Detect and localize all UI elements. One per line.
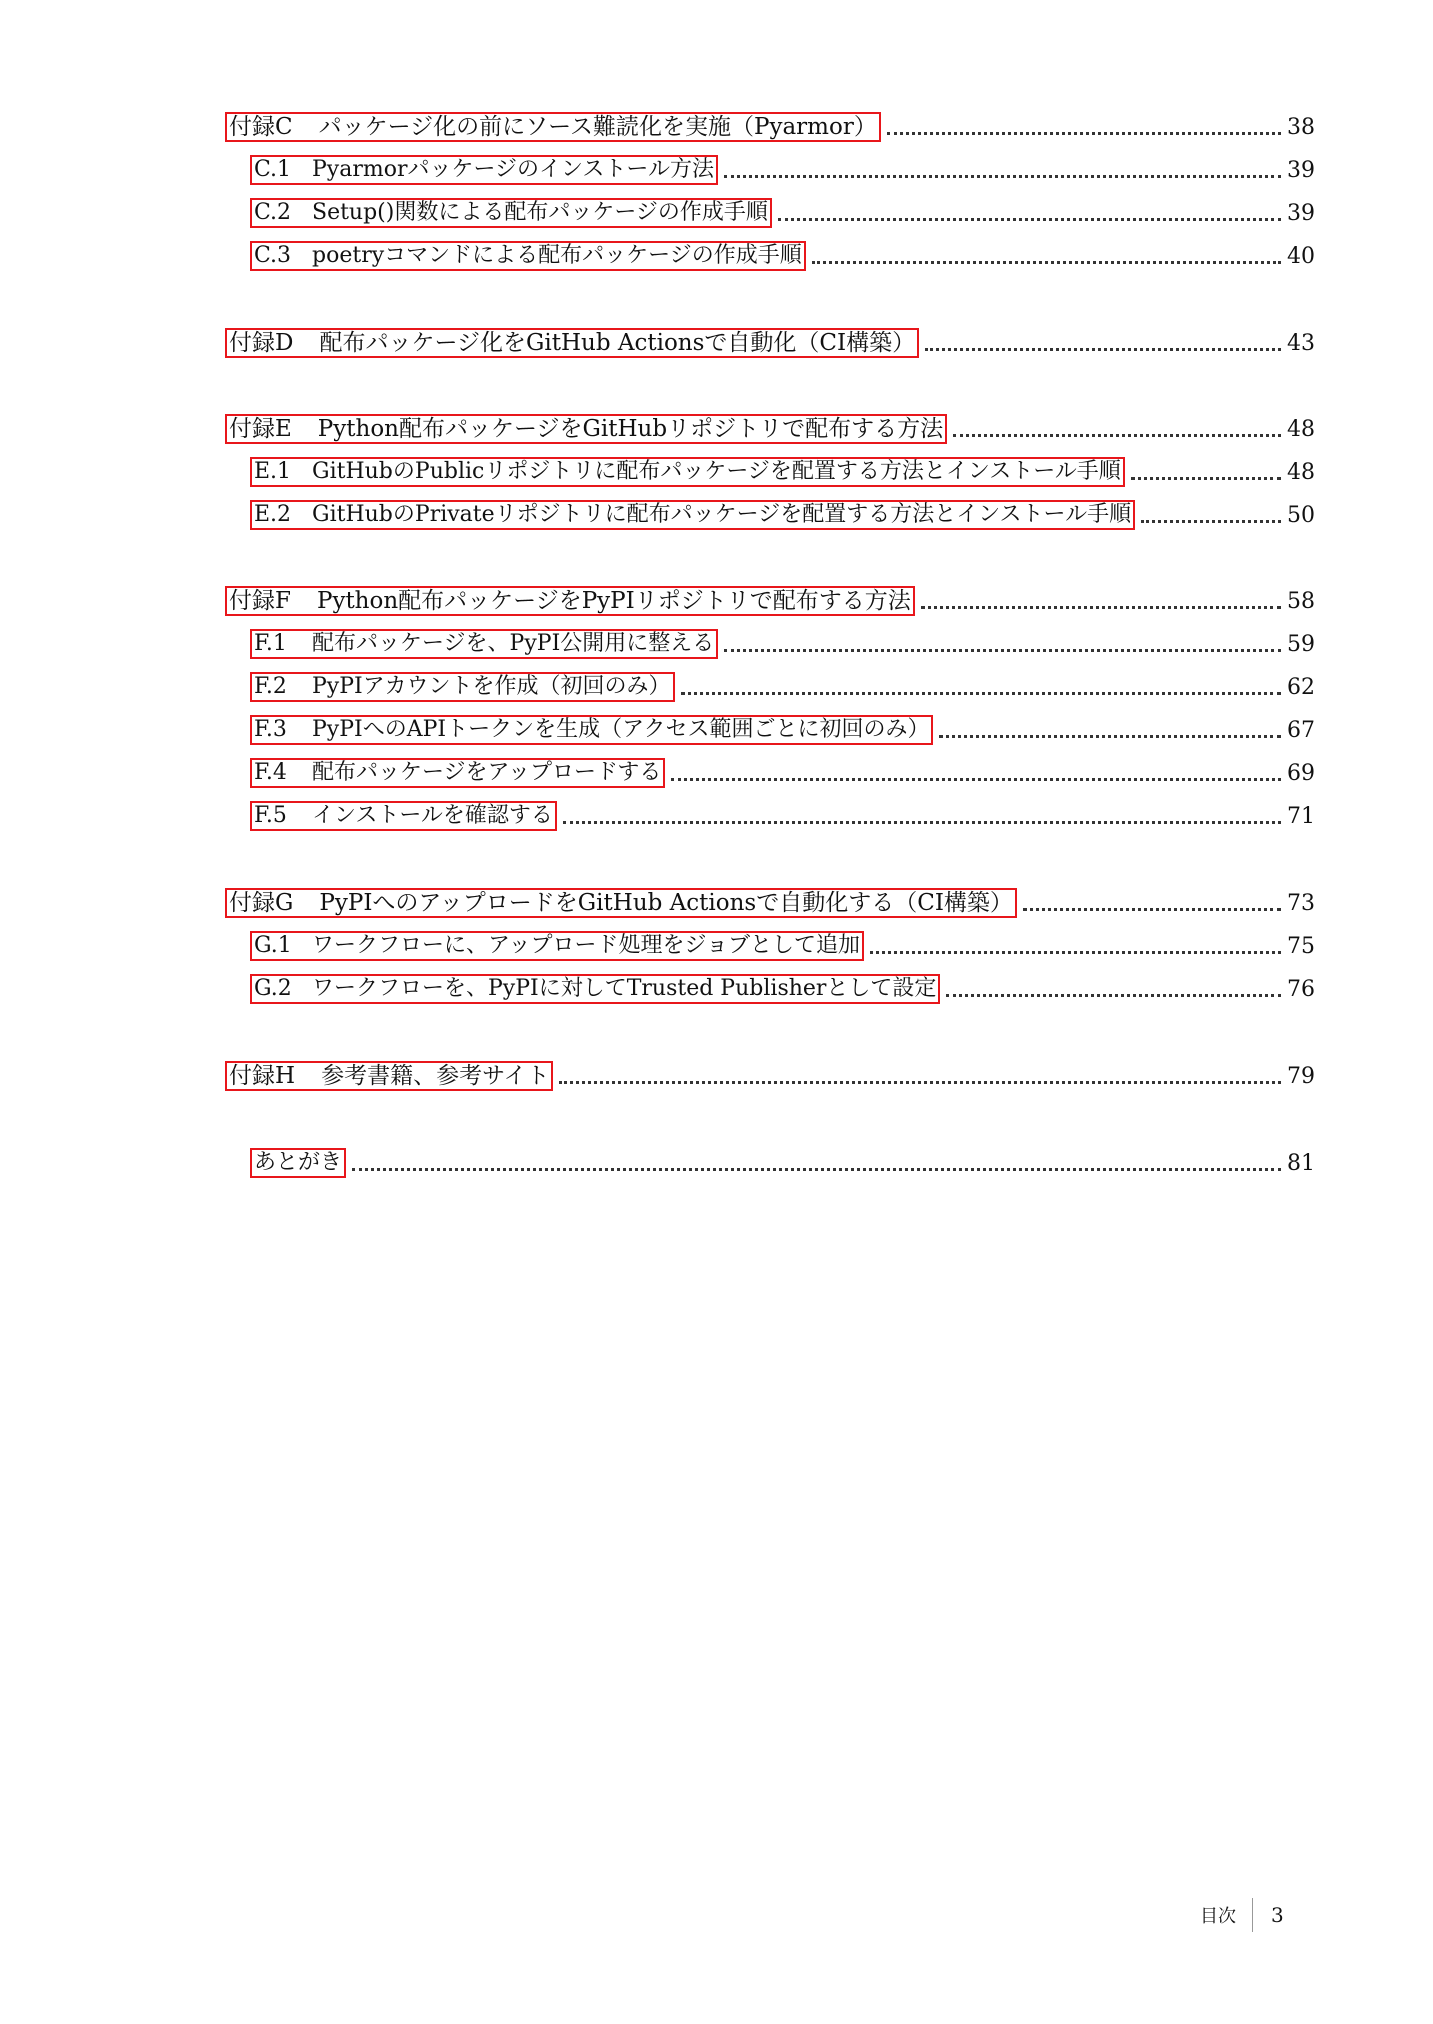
toc-entry-g1[interactable]: [250, 931, 1315, 961]
toc-entry-text: 配布パッケージをアップロードする: [312, 760, 662, 785]
toc-entry-page: 71: [1287, 804, 1315, 829]
toc-entry-page: 38: [1287, 115, 1315, 140]
dot-leader: [925, 348, 1281, 351]
toc-entry-text: Python配布パッケージをGitHubリポジトリで配布する方法: [317, 416, 944, 442]
toc-entry-page: 75: [1287, 934, 1315, 959]
toc-entry-text: 配布パッケージを、PyPI公開用に整える: [312, 631, 715, 656]
toc-entry-text: PyPIへのAPIトークンを生成（アクセス範囲ごとに初回のみ）: [312, 717, 930, 742]
toc-entry-c1[interactable]: [250, 155, 1315, 185]
toc-entry-text: 配布パッケージ化をGitHub Actionsで自動化（CI構築）: [319, 330, 916, 356]
toc-entry-page: 79: [1287, 1064, 1315, 1089]
toc-entry-number: C.1: [254, 157, 292, 182]
dot-leader: [778, 218, 1281, 221]
toc-entry-number: C.2: [254, 200, 292, 225]
toc-entry-text: GitHubのPublicリポジトリに配布パッケージを配置する方法とインストール手順: [312, 459, 1121, 484]
toc-entry-text: Python配布パッケージをPyPIリポジトリで配布する方法: [316, 588, 911, 614]
toc-entry-appendix-e[interactable]: [225, 414, 1315, 444]
toc-entry-text: Pyarmorパッケージのインストール方法: [312, 157, 714, 182]
toc-entry-g2[interactable]: [250, 974, 1315, 1004]
toc-entry-number: 付録F: [229, 588, 291, 614]
toc-entry-title[interactable]: [225, 112, 881, 142]
dot-leader: [563, 821, 1281, 824]
footer-section-label: 目次: [1200, 1906, 1236, 1927]
toc-entry-title[interactable]: [250, 931, 864, 961]
toc-entry-number: 付録C: [229, 114, 293, 140]
toc-entry-number: 付録H: [229, 1063, 296, 1089]
toc-entry-title[interactable]: [250, 155, 718, 185]
dot-leader: [1023, 908, 1281, 911]
toc-entry-text: GitHubのPrivateリポジトリに配布パッケージを配置する方法とインストール手順: [312, 502, 1132, 527]
toc-entry-title[interactable]: [225, 888, 1017, 918]
toc-entry-number: E.2: [254, 502, 292, 527]
toc-entry-appendix-g[interactable]: [225, 888, 1315, 918]
toc-entry-title[interactable]: [250, 758, 665, 788]
toc-entry-title[interactable]: [250, 629, 718, 659]
toc-entry-c3[interactable]: [250, 241, 1315, 271]
toc-entry-number: 付録E: [229, 416, 292, 442]
toc-entry-text: poetryコマンドによる配布パッケージの作成手順: [312, 243, 802, 268]
toc-entry-title[interactable]: [225, 328, 919, 358]
toc-entry-number: F.4: [254, 760, 287, 785]
dot-leader: [671, 778, 1281, 781]
toc-entry-appendix-f[interactable]: [225, 586, 1315, 616]
toc-entry-title[interactable]: [250, 1148, 346, 1178]
toc-entry-page: 76: [1287, 977, 1315, 1002]
toc-entry-number: F.1: [254, 631, 287, 656]
toc-entry-page: 40: [1287, 244, 1315, 269]
toc-entry-page: 59: [1287, 632, 1315, 657]
toc-entry-page: 48: [1287, 417, 1315, 442]
toc-entry-appendix-h[interactable]: [225, 1061, 1315, 1091]
toc-entry-text: パッケージ化の前にソース難読化を実施（Pyarmor）: [318, 114, 877, 140]
toc-entry-text: あとがき: [254, 1150, 343, 1175]
dot-leader: [953, 434, 1281, 437]
toc-entry-f1[interactable]: [250, 629, 1315, 659]
dot-leader: [681, 692, 1281, 695]
footer-divider: [1252, 1898, 1253, 1932]
toc-entry-page: 48: [1287, 460, 1315, 485]
toc-entry-title[interactable]: [250, 241, 806, 271]
toc-entry-text: 参考書籍、参考サイト: [321, 1063, 550, 1089]
toc-entry-title[interactable]: [225, 1061, 553, 1091]
dot-leader: [939, 735, 1281, 738]
toc-entry-text: インストールを確認する: [312, 803, 553, 828]
toc-entry-page: 58: [1287, 589, 1315, 614]
toc-entry-number: G.2: [254, 976, 292, 1001]
toc-entry-title[interactable]: [250, 500, 1135, 530]
toc-entry-e1[interactable]: [250, 457, 1315, 487]
toc-entry-page: 39: [1287, 201, 1315, 226]
dot-leader: [559, 1081, 1281, 1084]
toc-entry-f4[interactable]: [250, 758, 1315, 788]
toc-entry-f2[interactable]: [250, 672, 1315, 702]
toc-entry-afterword[interactable]: [250, 1148, 1315, 1178]
toc-entry-title[interactable]: [225, 586, 915, 616]
dot-leader: [887, 132, 1281, 135]
toc-entry-number: F.2: [254, 674, 287, 699]
dot-leader: [724, 175, 1281, 178]
toc-entry-title[interactable]: [250, 198, 772, 228]
toc-entry-number: 付録G: [229, 890, 294, 916]
page-footer: [1200, 1895, 1320, 1935]
toc-entry-title[interactable]: [250, 801, 557, 831]
toc-entry-number: C.3: [254, 243, 292, 268]
toc-entry-page: 81: [1287, 1151, 1315, 1176]
toc-entry-text: ワークフローに、アップロード処理をジョブとして追加: [312, 933, 861, 958]
toc-entry-f3[interactable]: [250, 715, 1315, 745]
toc-entry-text: Setup()関数による配布パッケージの作成手順: [312, 200, 768, 225]
toc-entry-page: 39: [1287, 158, 1315, 183]
dot-leader: [1131, 477, 1281, 480]
toc-entry-text: PyPIへのアップロードをGitHub Actionsで自動化する（CI構築）: [319, 890, 1013, 916]
toc-entry-number: 付録D: [229, 330, 294, 356]
toc-entry-number: F.5: [254, 803, 287, 828]
dot-leader: [870, 951, 1281, 954]
toc-entry-title[interactable]: [225, 414, 947, 444]
toc-entry-page: 43: [1287, 331, 1315, 356]
toc-entry-page: 69: [1287, 761, 1315, 786]
toc-entry-appendix-c[interactable]: [225, 112, 1315, 142]
toc-entry-title[interactable]: [250, 457, 1125, 487]
toc-entry-page: 67: [1287, 718, 1315, 743]
dot-leader: [812, 261, 1281, 264]
toc-entry-text: ワークフローを、PyPIに対してTrusted Publisherとして設定: [312, 976, 937, 1001]
page-number: 3: [1271, 1903, 1284, 1927]
toc-entry-text: PyPIアカウントを作成（初回のみ）: [312, 674, 671, 699]
dot-leader: [1141, 520, 1281, 523]
toc-entry-c2[interactable]: [250, 198, 1315, 228]
toc-entry-e2[interactable]: [250, 500, 1315, 530]
toc-entry-title[interactable]: [250, 672, 675, 702]
toc-entry-title[interactable]: [250, 974, 940, 1004]
toc-entry-page: 62: [1287, 675, 1315, 700]
toc-entry-page: 73: [1287, 891, 1315, 916]
dot-leader: [724, 649, 1281, 652]
toc-entry-title[interactable]: [250, 715, 933, 745]
toc-entry-number: G.1: [254, 933, 292, 958]
dot-leader: [946, 994, 1281, 997]
dot-leader: [921, 606, 1281, 609]
toc-entry-f5[interactable]: [250, 801, 1315, 831]
toc-entry-page: 50: [1287, 503, 1315, 528]
dot-leader: [352, 1168, 1281, 1171]
toc-entry-number: E.1: [254, 459, 292, 484]
toc-entry-appendix-d[interactable]: [225, 328, 1315, 358]
toc-entry-number: F.3: [254, 717, 287, 742]
